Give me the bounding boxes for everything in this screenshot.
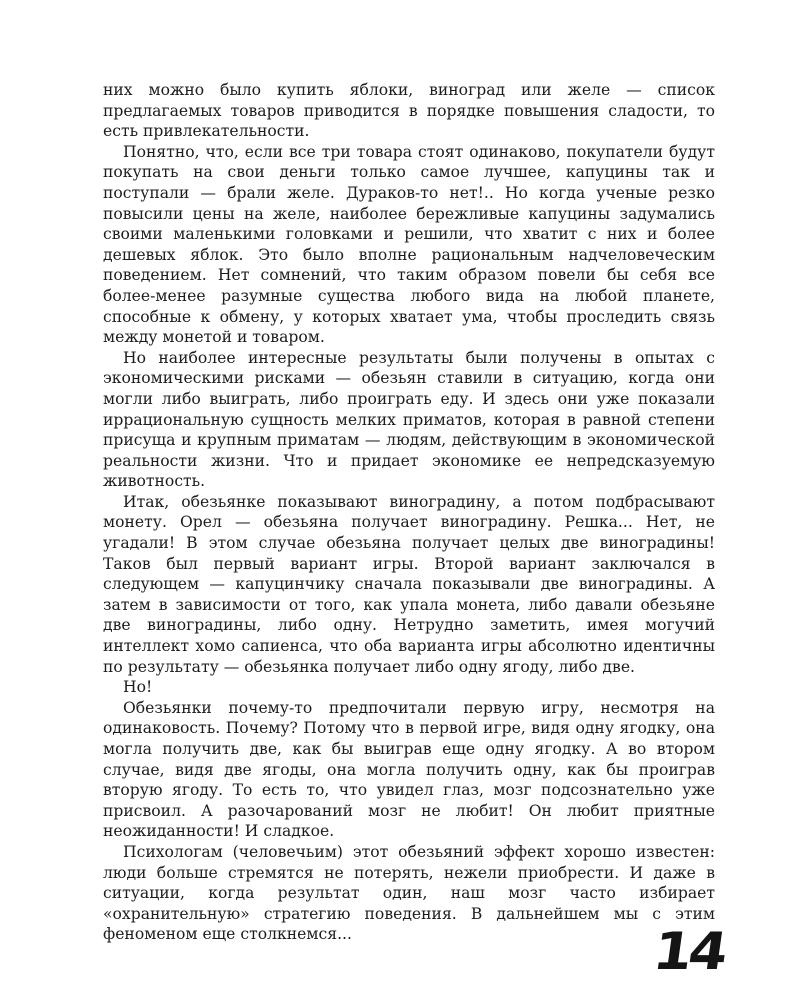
paragraph-1: них можно было купить яблоки, виноград или желе — список предлагаемых товаров приводится в порядке повышения сладости, то есть привлекательности. xyxy=(103,81,715,141)
paragraph-2: Понятно, что, если все три товара стоят одинаково, покупатели будут покупать на свои деньги только самое лучшее, капуцины так и поступали — брали желе. Дураков-то нет!.. Но когда ученые резко повысили цены на желе, наиболее бережливые капуцины задумались своими маленькими головками и решили, что хватит с них и более дешевых яблок. Это было вполне рациональным надчеловеческим поведением. Нет сомнений, что таким образом повели бы себя все более-менее разумные существа любого вида на любой планете, способные к обмену, у которых хватает ума, чтобы проследить связь между монетой и товаром. xyxy=(103,142,715,347)
paragraph-4: Итак, обезьянке показывают виноградину, а потом подбрасывают монету. Орел — обезьяна получает виноградину. Решка... Нет, не угадали! В этом случае обезьяна получает целых две виноградины! Таков был первый вариант игры. Второй вариант заключался в следующем — капуцинчику сначала показывали две виноградины. А затем в зависимости от того, как упала монета, либо давали обезьяне две виноградины, либо одну. Нетрудно заметить, имея могучий интеллект хомо сапиенса, что оба варианта игры абсолютно идентичны по результату — обезьянка получает либо одну ягоду, либо две. xyxy=(103,492,715,676)
paragraph-6: Обезьянки почему-то предпочитали первую игру, несмотря на одинаковость. Почему? Потому что в первой игре, видя одну ягодку, она могла получить две, как бы выиграв еще одну ягодку. А во втором случае, видя две ягоды, она могла получить одну, как бы проиграв вторую ягоду. То есть то, что увидел глаз, мозг подсознательно уже присвоил. А разочарований мозг не любит! Он любит приятные неожиданности! И сладкое. xyxy=(103,698,715,841)
page-number: 14 xyxy=(649,921,728,982)
paragraph-7: Психологам (человечьим) этот обезьяний эффект хорошо известен: люди больше стремятся не потерять, нежели приобрести. И даже в ситуации, когда результат один, наш мозг часто избирает «охранительную» стратегию поведения. В дальнейшем мы с этим феноменом еще столкнемся... xyxy=(103,842,715,944)
body-text xyxy=(103,80,715,945)
paragraph-5: Но! xyxy=(123,678,153,697)
paragraph-3: Но наиболее интересные результаты были получены в опытах с экономическими рисками — обезьян ставили в ситуацию, когда они могли либо выиграть, либо проиграть еду. И здесь они уже показали иррациональную сущность мелких приматов, которая в равной степени присуща и крупным приматам — людям, действующим в экономической реальности жизни. Что и придает экономике ее непредсказуемую животность. xyxy=(103,348,715,491)
